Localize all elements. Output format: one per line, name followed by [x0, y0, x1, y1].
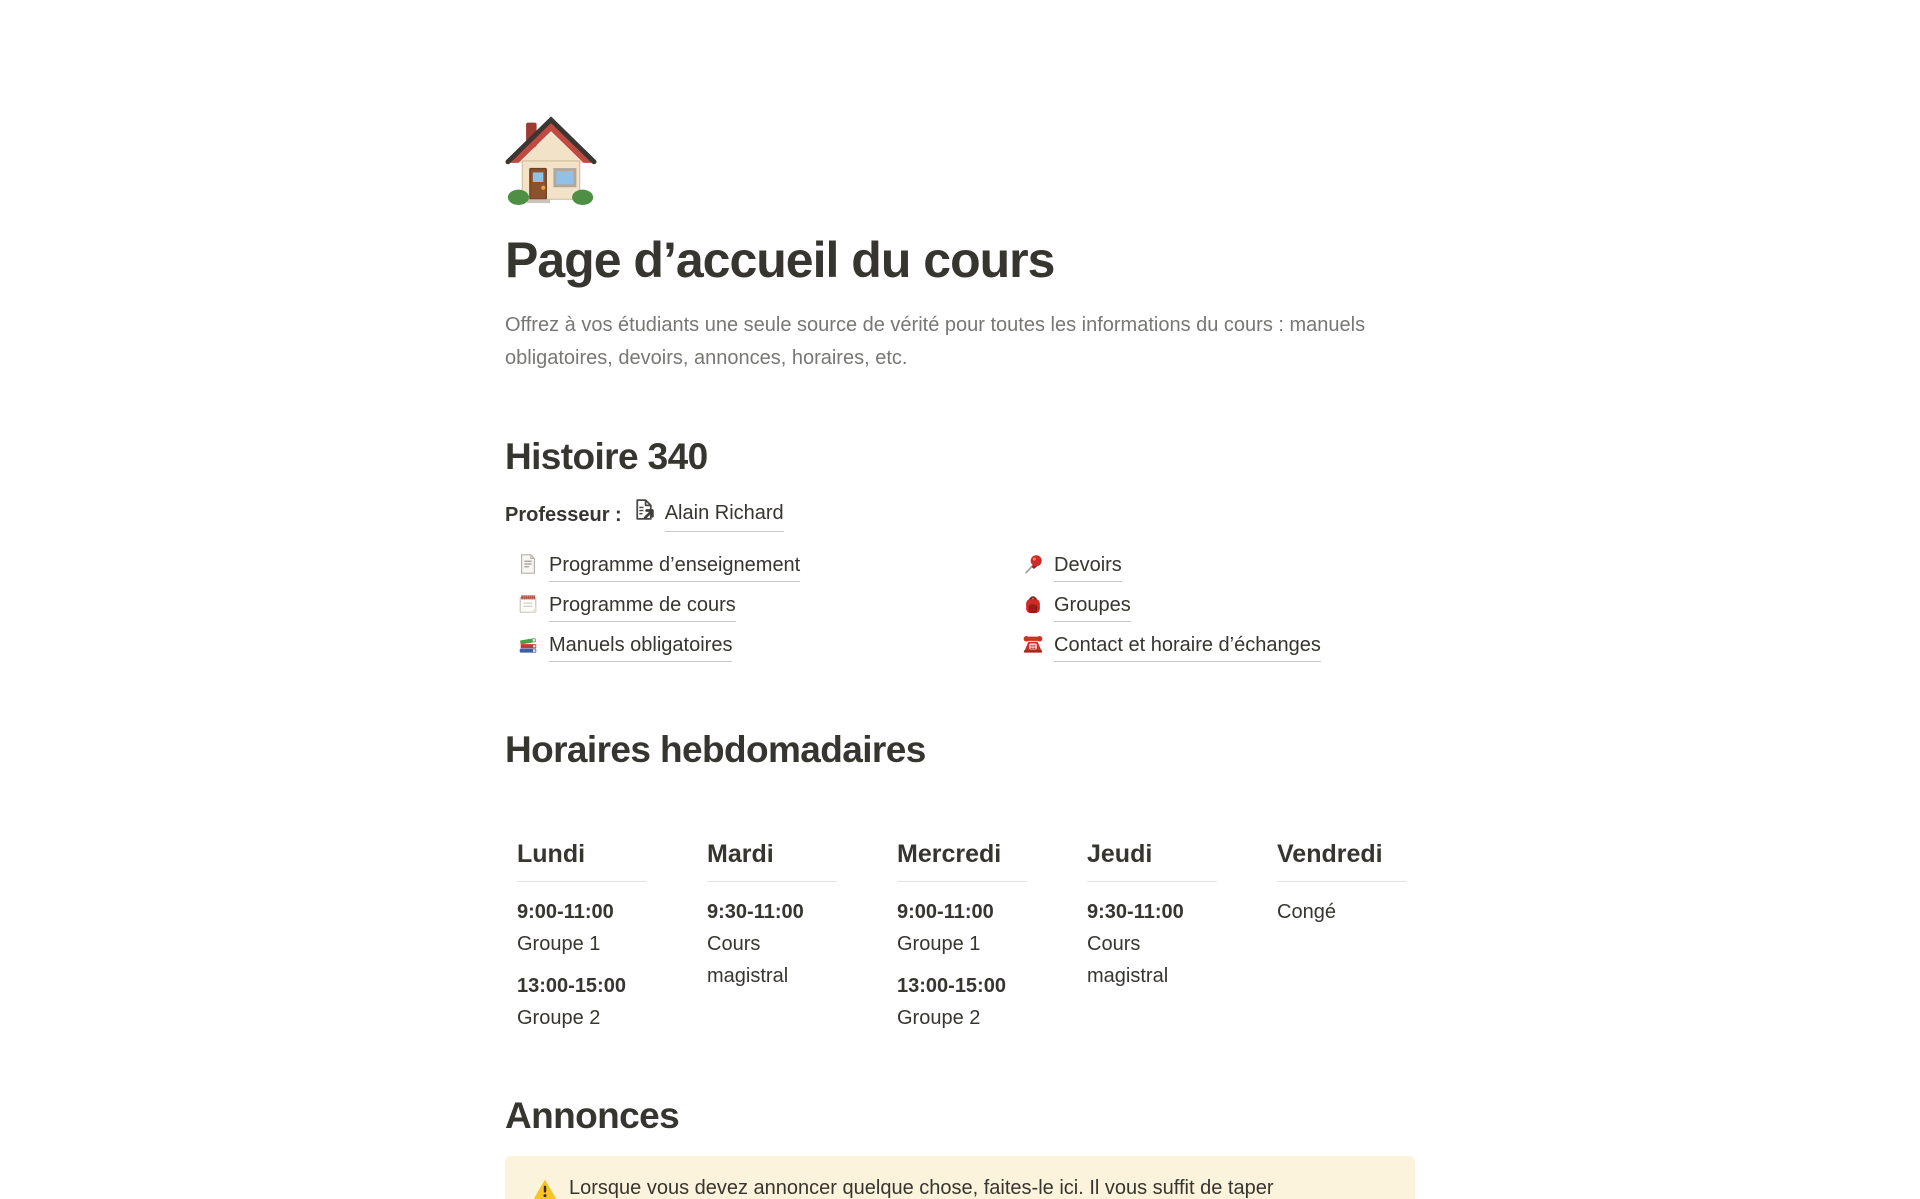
quick-links-left [505, 546, 1010, 666]
page-title: Page d’accueil du cours [505, 232, 1055, 288]
schedule-entry: 9:30-11:00 Cours magistral [707, 901, 804, 987]
telephone-icon [1022, 633, 1044, 660]
pushpin-icon [1022, 553, 1044, 580]
notepad-icon [517, 593, 539, 620]
schedule-day-jeudi [1075, 838, 1225, 1034]
link-programme-enseignement[interactable]: Programme d’enseignement [549, 551, 800, 582]
day-divider [897, 881, 1027, 882]
schedule-entry: 9:00-11:00 Groupe 1 [517, 901, 614, 955]
link-row-manuels [517, 626, 1010, 666]
day-name: Mercredi [897, 840, 1002, 868]
course-heading: Histoire 340 [505, 436, 708, 477]
day-name: Lundi [517, 840, 586, 868]
schedule-entry: 9:30-11:00 Cours magistral [1087, 901, 1184, 987]
day-name: Mardi [707, 840, 774, 868]
schedule-day-mardi [695, 838, 845, 1034]
schedule-entry: Congé [1277, 901, 1336, 923]
day-divider [517, 881, 647, 882]
house-icon[interactable] [505, 113, 597, 205]
backpack-icon [1022, 593, 1044, 620]
day-name: Vendredi [1277, 840, 1383, 868]
books-icon [517, 633, 539, 660]
professor-row [505, 497, 1415, 532]
schedule-entry: 13:00-15:00 Groupe 2 [517, 975, 626, 1029]
announcements-heading: Annonces [505, 1095, 680, 1136]
warning-icon [533, 1173, 557, 1199]
quick-links [505, 546, 1415, 666]
day-divider [1087, 881, 1217, 882]
link-groupes[interactable]: Groupes [1054, 591, 1131, 622]
weekly-schedule [505, 838, 1415, 1034]
page-description: Offrez à vos étudiants une seule source de vérité pour toutes les informations du cours : manuels obligatoires, devoirs, annonces, horaires, etc. [505, 314, 1366, 369]
quick-links-right [1010, 546, 1415, 666]
document-icon [517, 553, 539, 580]
professor-link[interactable]: Alain Richard [665, 497, 784, 532]
schedule-entry: 13:00-15:00 Groupe 2 [897, 975, 1006, 1029]
announcement-callout-text: Lorsque vous devez annoncer quelque chose, faites-le ici. Il vous suffit de taper [569, 1177, 1274, 1199]
link-row-contact [1022, 626, 1415, 666]
schedule-heading: Horaires hebdomadaires [505, 729, 926, 770]
link-row-programme-enseignement [517, 546, 1010, 586]
day-name: Jeudi [1087, 840, 1153, 868]
link-devoirs[interactable]: Devoirs [1054, 551, 1122, 582]
professor-label: Professeur : [505, 503, 622, 526]
link-manuels[interactable]: Manuels obligatoires [549, 631, 732, 662]
link-programme-cours[interactable]: Programme de cours [549, 591, 736, 622]
notion-page [505, 113, 1415, 1199]
page-link-icon [631, 497, 656, 532]
link-row-devoirs [1022, 546, 1415, 586]
day-divider [1277, 881, 1407, 882]
schedule-day-mercredi [885, 838, 1035, 1034]
link-row-groupes [1022, 586, 1415, 626]
schedule-day-lundi [505, 838, 655, 1034]
announcement-callout [505, 1156, 1415, 1199]
link-contact[interactable]: Contact et horaire d’échanges [1054, 631, 1321, 662]
day-divider [707, 881, 837, 882]
schedule-entry: 9:00-11:00 Groupe 1 [897, 901, 994, 955]
link-row-programme-cours [517, 586, 1010, 626]
schedule-day-vendredi [1265, 838, 1415, 1034]
